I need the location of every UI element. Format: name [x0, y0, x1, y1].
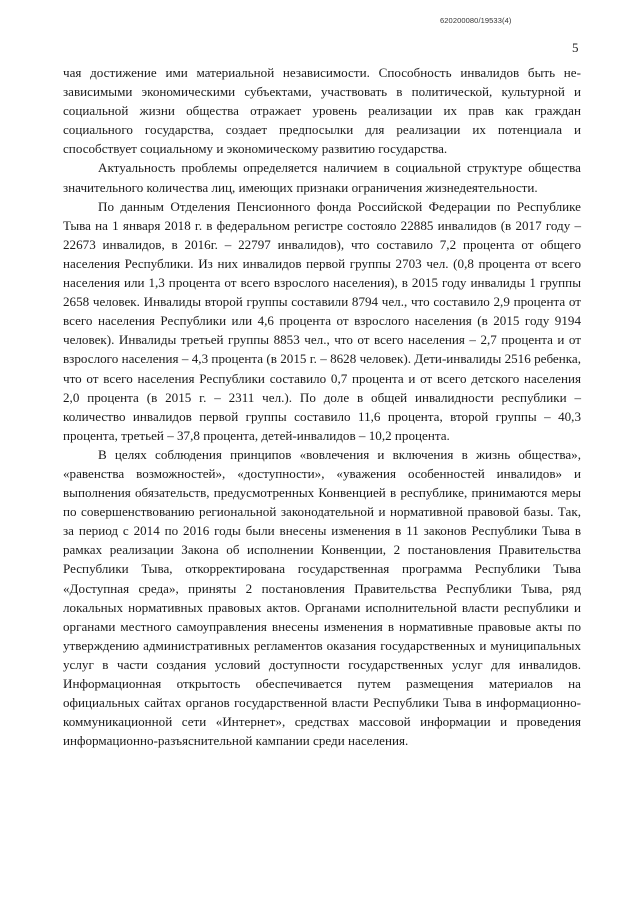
document-code: 620200080/19533(4): [440, 16, 512, 25]
paragraph-legislation: В целях соблюдения принципов «вовлечения и включения в жизнь общества», «равенства возможностей», «доступности», «уважения особенностей инвалидов» и выполнения обязательств, предусмотренных Конвенцией в республике, принимаются меры по совершенствованию региональной законодательной и нормативной правовой базы. Так, за период с 2014 по 2016 годы были внесены изменения в 11 законов Республики Тыва в рамках реализации Закона об исполнении Конвенции, 2 постановления Правительства Республики Тыва, откорректирована государственная программа Республики Тыва «Доступная среда», приняты 2 постановления Правительства Республики Тыва, ряд локальных нормативных правовых актов. Органами исполнительной власти республики и органами местного самоуправления внесены изменения в нормативные правовые акты по утверждению административных регламентов оказания государственных и муниципальных услуг в части создания условий доступности государственных услуг для инвалидов. Информационная открытость обеспечивается путем размещения материалов на официальных сайтах органов государственной власти Республики Тыва в информационно-коммуникационной сети «Интернет», средствах массовой информации и проведения информационно-разъяснительной кампании среди населения.: [63, 446, 581, 749]
body-text: [63, 63, 581, 750]
paragraph-statistics: По данным Отделения Пенсионного фонда Российской Федерации по Республике Тыва на 1 января 2018 г. в федеральном регистре состояло 22885 инвалидов (в 2017 году – 22673 инвалидов, в 2016г. – 22797 инвалидов), что составило 7,2 процента от общего населения Республики. Из них инвалидов первой группы 2703 чел. (0,8 процента от всего населения или 1,3 процента от всего взрослого населения), в 2015 году инвалиды 1 группы 2658 человек. Инвалиды второй группы составили 8794 чел., что составило 2,9 процента от всего населения Республики или 4,6 процента от взрослого населения (в 2015 году 9194 человек). Инвалиды третьей группы 8853 чел., что от всего населения – 2,7 процента и от взрослого населения – 4,3 процента (в 2015 г. – 8628 человек). Дети-инвалиды 2516 ребенка, что от всего населения Республики составило 0,7 процента и от всего детского населения 2,0 процента (в 2015 г. – 2311 чел.). По доле в общей инвалидности республики – количество инвалидов первой группы составило 11,6 процента, второй группы – 40,3 процента, третьей – 37,8 процента, детей-инвалидов – 10,2 процента.: [63, 198, 581, 443]
paragraph-continued: чая достижение ими материальной независимости. Способность инвалидов быть независимыми экономическими субъектами, участвовать в политической, культурной и социальной жизни общества отражает уровень реализации их прав как граждан социального государства, создает предпосылки для реализации их потенциала и способствует социальному и экономическому развитию государства.: [63, 65, 581, 157]
page-number: 5: [572, 40, 579, 55]
paragraph-relevance: Актуальность проблемы определяется наличием в социальной структуре общества значительного количества лиц, имеющих признаки ограничения жизнедеятельности.: [63, 160, 581, 195]
